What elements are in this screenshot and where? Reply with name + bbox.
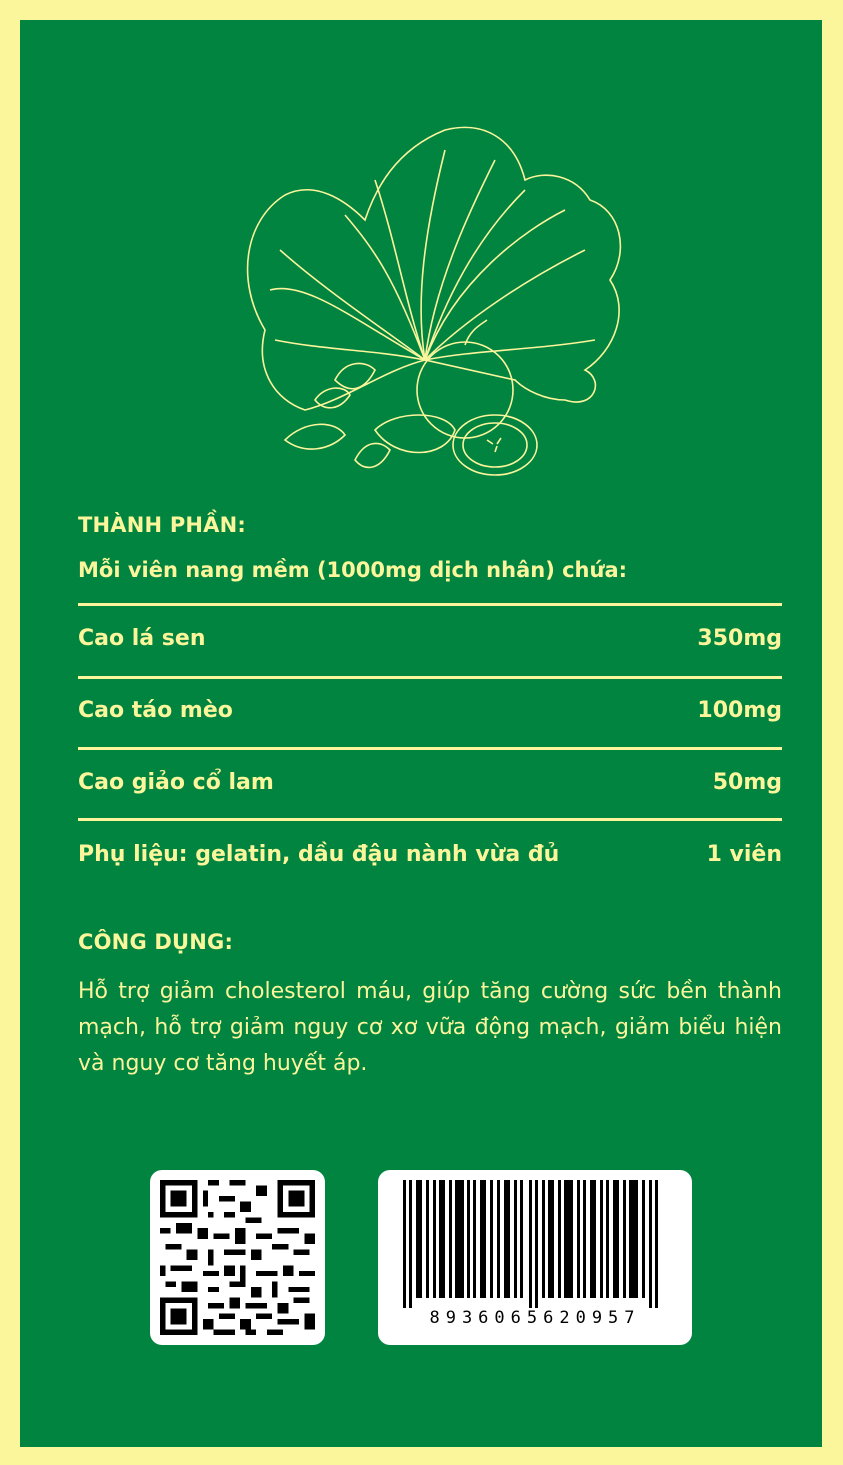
divider (78, 676, 782, 679)
ingredient-row (78, 698, 782, 723)
ingredient-name: Cao lá sen (78, 626, 206, 651)
label-panel (20, 20, 822, 1447)
ingredient-amount: 350mg (697, 626, 782, 651)
usage-heading: CÔNG DỤNG: (78, 930, 234, 954)
ingredients-subheading: Mỗi viên nang mềm (1000mg dịch nhân) chứa: (78, 558, 628, 582)
ingredient-name: Phụ liệu: gelatin, dầu đậu nành vừa đủ (78, 842, 560, 867)
ingredient-name: Cao giảo cổ lam (78, 770, 274, 795)
barcode-icon (393, 1180, 677, 1308)
usage-text: Hỗ trợ giảm cholesterol máu, giúp tăng cường sức bền thành mạch, hỗ trợ giảm nguy cơ xơ vữa động mạch, giảm biểu hiện và nguy cơ tăng huyết áp. (78, 979, 782, 1076)
ingredient-row (78, 842, 782, 867)
divider (78, 747, 782, 750)
divider (78, 603, 782, 606)
ingredients-heading: THÀNH PHẦN: (78, 513, 247, 537)
ingredient-name: Cao táo mèo (78, 698, 233, 723)
barcode-number: 8936065620957 (429, 1308, 641, 1328)
qr-code-card (150, 1170, 325, 1345)
divider (78, 818, 782, 821)
qr-code-icon (160, 1180, 315, 1335)
ingredient-row (78, 626, 782, 651)
ingredient-amount: 50mg (712, 770, 782, 795)
lotus-leaf-apple-illustration (225, 100, 645, 500)
ingredient-amount: 1 viên (706, 842, 782, 867)
ingredient-amount: 100mg (697, 698, 782, 723)
ingredient-row (78, 770, 782, 795)
barcode-card (378, 1170, 692, 1345)
